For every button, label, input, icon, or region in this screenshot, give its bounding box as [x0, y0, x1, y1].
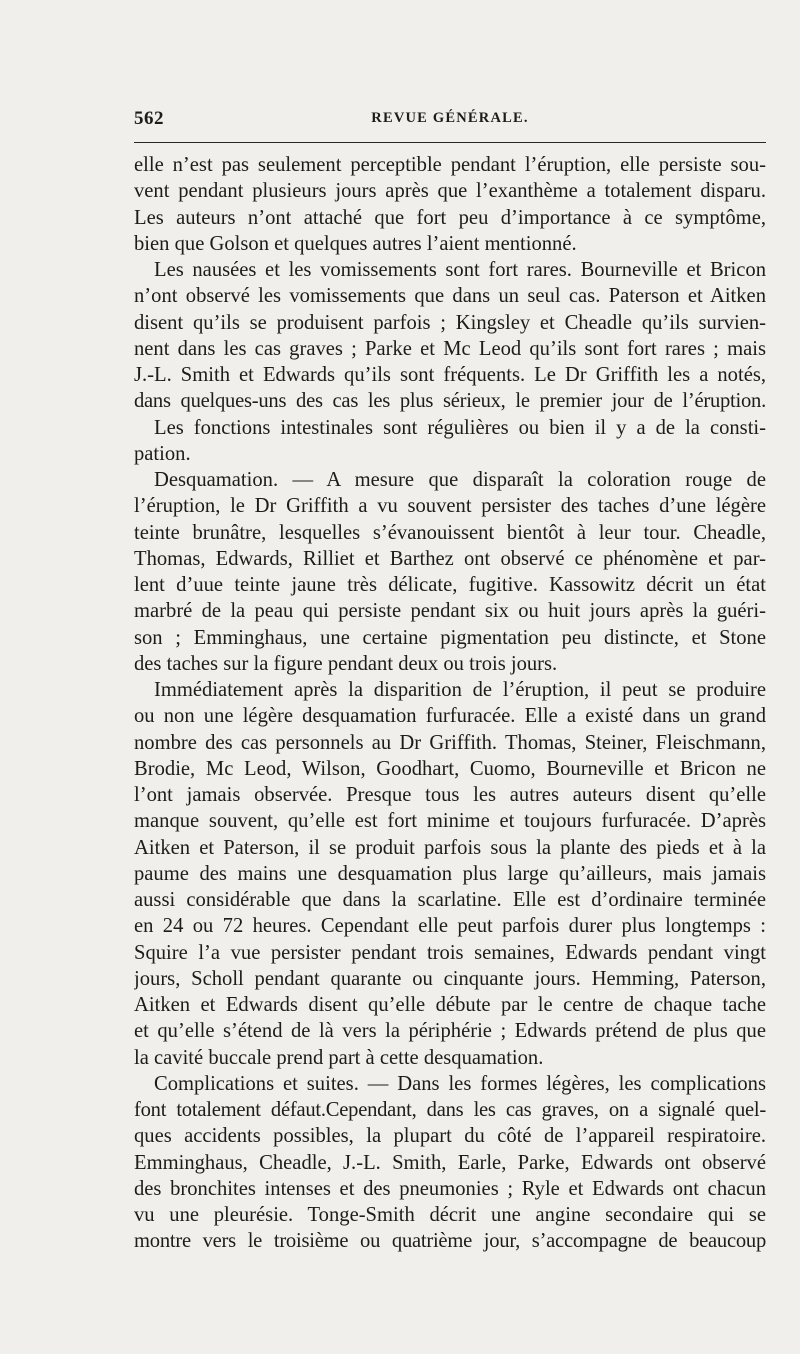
text-line: Desquamation. — A mesure que disparaît la coloration rouge de — [154, 469, 766, 491]
text-line: en 24 ou 72 heures. Cependant elle peut parfois durer plus longtemps : — [134, 915, 766, 938]
text-line: lent d’uue teinte jaune très délicate, fugitive. Kassowitz décrit un état — [134, 574, 766, 596]
text-line: l’ont jamais observée. Presque tous les autres auteurs disent qu’elle — [134, 784, 766, 806]
text-line: Squire l’a vue persister pendant trois semaines, Edwards pendant vingt — [134, 941, 766, 964]
text-line: et qu’elle s’étend de là vers la périphérie ; Edwards prétend de plus que — [134, 1020, 766, 1043]
text-line: vu une pleurésie. Tonge-Smith décrit une angine secondaire qui se — [134, 1204, 766, 1226]
text-line: disent qu’ils se produisent parfois ; Kingsley et Cheadle qu’ils survien- — [134, 311, 766, 334]
text-line: paume des mains une desquamation plus large qu’ailleurs, mais jamais — [134, 862, 766, 885]
text-line: montre vers le troisième ou quatrième jour, s’accompagne de beaucoup — [134, 1230, 766, 1253]
text-line: la cavité buccale prend part à cette desquamation. — [134, 1046, 544, 1069]
text-line: teinte brunâtre, lesquelles s’évanouissent bientôt à leur tour. Cheadle, — [134, 521, 766, 544]
text-line: l’éruption, le Dr Griffith a vu souvent persister des taches d’une légère — [134, 495, 766, 518]
text-line: aussi considérable que dans la scarlatine. Elle est d’ordinaire terminée — [134, 889, 766, 911]
text-line: nent dans les cas graves ; Parke et Mc Leod qu’ils sont fort rares ; mais — [134, 337, 766, 360]
text-line: vent pendant plusieurs jours après que l’exanthème a totalement disparu. — [134, 180, 766, 203]
text-line: dans quelques-uns des cas les plus sérieux, le premier jour de l’éruption. — [134, 390, 766, 413]
text-line: Emminghaus, Cheadle, J.-L. Smith, Earle, Parke, Edwards ont observé — [134, 1151, 766, 1174]
text-line: Thomas, Edwards, Rilliet et Barthez ont observé ce phénomène et par- — [134, 547, 766, 570]
text-line: Les nausées et les vomissements sont fort rares. Bourneville et Bricon — [154, 259, 766, 281]
text-line: Complications et suites. — Dans les formes légères, les complications — [154, 1072, 766, 1095]
text-line: bien que Golson et quelques autres l’aient mentionné. — [134, 232, 577, 255]
header-rule — [134, 142, 766, 143]
text-line: elle n’est pas seulement perceptible pendant l’éruption, elle persiste sou- — [134, 154, 766, 176]
text-line: des bronchites intenses et des pneumonies ; Ryle et Edwards ont chacun — [134, 1177, 766, 1200]
text-line: jours, Scholl pendant quarante ou cinquante jours. Hemming, Paterson, — [134, 967, 766, 990]
text-line: Brodie, Mc Leod, Wilson, Goodhart, Cuomo, Bourneville et Bricon ne — [134, 757, 766, 780]
text-line: Immédiatement après la disparition de l’éruption, il peut se produire — [154, 679, 766, 701]
text-line: Aitken et Edwards disent qu’elle débute par le centre de chaque tache — [134, 994, 766, 1016]
text-line: marbré de la peau qui persiste pendant six ou huit jours après la guéri- — [134, 600, 766, 623]
text-line: ou non une légère desquamation furfuracée. Elle a existé dans un grand — [134, 705, 766, 728]
text-line: font totalement défaut.Cependant, dans les cas graves, on a signalé quel- — [134, 1099, 766, 1121]
text-line: pation. — [134, 442, 191, 465]
text-line: des taches sur la figure pendant deux ou trois jours. — [134, 652, 558, 675]
text-line: J.-L. Smith et Edwards qu’ils sont fréquents. Le Dr Griffith les a notés, — [134, 364, 766, 386]
text-line: Aitken et Paterson, il se produit parfois sous la plante des pieds et à la — [134, 836, 766, 859]
text-line: Les auteurs n’ont attaché que fort peu d’importance à ce symptôme, — [134, 206, 766, 229]
running-head: REVUE GÉNÉRALE. — [371, 110, 529, 126]
text-line: Les fonctions intestinales sont régulières ou bien il y a de la consti- — [154, 416, 766, 439]
text-line: son ; Emminghaus, une certaine pigmentation peu distincte, et Stone — [134, 626, 766, 649]
text-line: n’ont observé les vomissements que dans un seul cas. Paterson et Aitken — [134, 285, 766, 308]
body-text — [134, 152, 766, 1255]
text-line: nombre des cas personnels au Dr Griffith. Thomas, Steiner, Fleischmann, — [134, 731, 766, 754]
page-number: 562 — [134, 108, 164, 129]
page-header — [134, 104, 766, 134]
text-line: ques accidents possibles, la plupart du côté de l’appareil respiratoire. — [134, 1125, 766, 1148]
text-line: manque souvent, qu’elle est fort minime et toujours furfuracée. D’après — [134, 810, 766, 833]
